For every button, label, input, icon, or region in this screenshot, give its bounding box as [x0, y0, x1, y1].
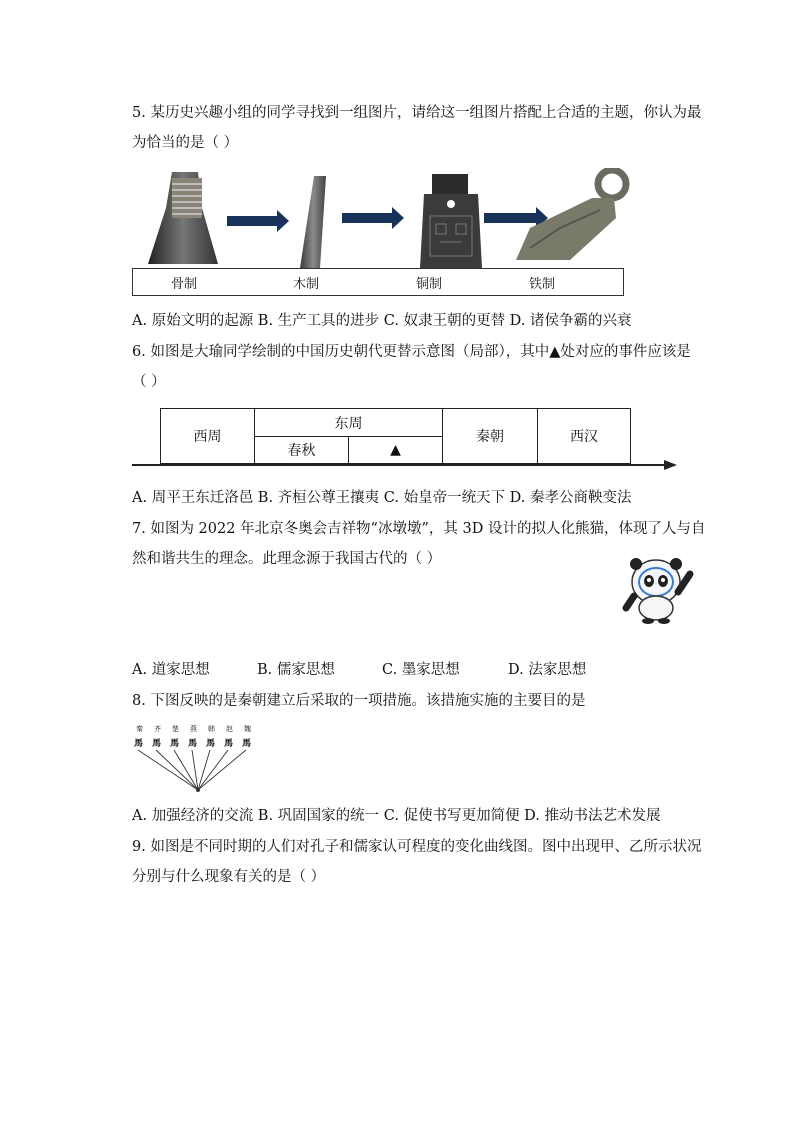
q7-option-c: C. 墨家思想: [382, 662, 460, 678]
state-qin: 秦: [136, 725, 143, 733]
cell-chunqiu: 春秋: [254, 436, 349, 464]
char-chu: 馬: [170, 739, 180, 749]
q7-option-b: B. 儒家思想: [257, 662, 335, 678]
q5-stem-line1: 5. 某历史兴趣小组的同学寻找到一组图片，请给这一组图片搭配上合适的主题，你认为最: [132, 105, 702, 121]
timeline-arrow-icon: [132, 459, 677, 471]
q8-options: A. 加强经济的交流 B. 巩固国家的统一 C. 促使书写更加简便 D. 推动书法艺术发展: [132, 808, 661, 824]
q9-stem-line2: 分别与什么现象有关的是（ ）: [132, 869, 326, 885]
state-yan: 燕: [190, 725, 197, 733]
state-wei: 魏: [244, 725, 251, 733]
q5-options: A. 原始文明的起源 B. 生产工具的进步 C. 奴隶王朝的更替 D. 诸侯争霸的兴衰: [132, 313, 632, 329]
converging-lines-icon: [130, 748, 255, 794]
wood-tool-image: [292, 174, 342, 270]
label-bronze: 铜制: [416, 277, 443, 292]
bing-dwen-dwen-mascot-icon: [618, 552, 696, 624]
q6-stem-line2: （ ）: [132, 374, 166, 390]
iron-tool-image: [510, 168, 630, 268]
q8-characters-figure: [130, 724, 255, 794]
q7-option-d: D. 法家思想: [508, 662, 587, 678]
q8-stem: 8. 下图反映的是秦朝建立后采取的一项措施。该措施实施的主要目的是: [132, 693, 586, 709]
label-bone: 骨制: [171, 277, 198, 292]
char-qin: 馬: [134, 739, 144, 749]
char-yan: 馬: [188, 739, 198, 749]
cell-triangle: ▲: [348, 436, 443, 464]
cell-dongzhou: 东周: [254, 408, 443, 437]
char-wei: 馬: [242, 739, 252, 749]
arrow-1-icon: [227, 216, 277, 226]
q7-stem-line1: 7. 如图为 2022 年北京冬奥会吉祥物“冰墩墩”，其 3D 设计的拟人化熊猫，体现了人与自: [132, 521, 706, 537]
q7-stem-line2: 然和谐共生的理念。此理念源于我国古代的（ ）: [132, 551, 442, 567]
cell-xizhou: 西周: [160, 408, 255, 464]
q7-option-a: A. 道家思想: [132, 662, 210, 678]
state-zhao: 赵: [226, 725, 233, 733]
q7-options: [132, 660, 612, 680]
bone-tool-image: [144, 168, 224, 268]
q6-stem-line1: 6. 如图是大瑜同学绘制的中国历史朝代更替示意图（局部），其中▲处对应的事件应该是: [132, 344, 691, 360]
state-chu: 楚: [172, 725, 179, 733]
char-zhao: 馬: [224, 739, 234, 749]
char-qi: 馬: [152, 739, 162, 749]
char-han: 馬: [206, 739, 216, 749]
cell-xihan: 西汉: [537, 408, 631, 464]
q6-dynasty-timeline: [132, 408, 677, 474]
arrow-2-icon: [342, 213, 392, 223]
label-wood: 木制: [293, 277, 320, 292]
state-qi: 齐: [154, 725, 161, 733]
state-han: 韩: [208, 725, 215, 733]
q6-options: A. 周平王东迁洛邑 B. 齐桓公尊王攘夷 C. 始皇帝一统天下 D. 秦孝公商鞅变法: [132, 490, 632, 506]
cell-qin: 秦朝: [442, 408, 538, 464]
bronze-tool-image: [416, 172, 486, 268]
q9-stem-line1: 9. 如图是不同时期的人们对孔子和儒家认可程度的变化曲线图。图中出现甲、乙所示状况: [132, 839, 702, 855]
q5-stem-line2: 为恰当的是（ ）: [132, 135, 239, 151]
label-iron: 铁制: [529, 277, 556, 292]
q5-tools-figure: [132, 168, 624, 296]
q5-label-bar: [132, 268, 624, 296]
